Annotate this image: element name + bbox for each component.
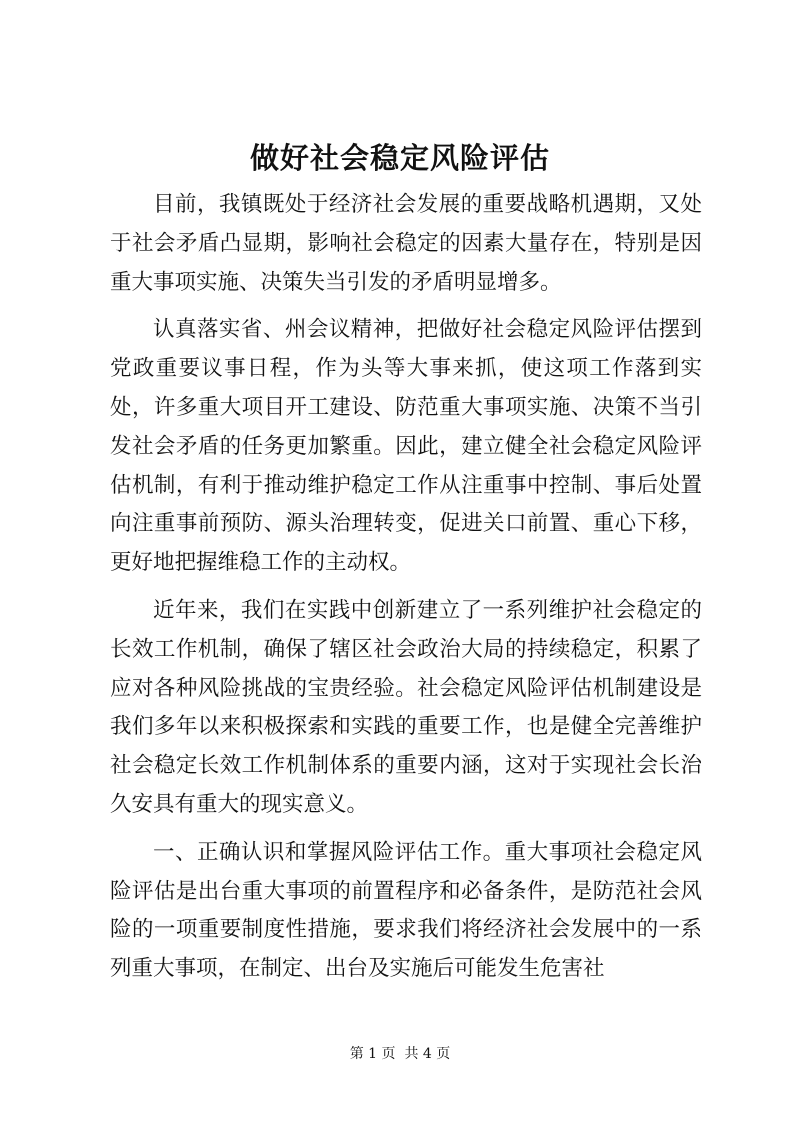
page-footer: [0, 1044, 800, 1064]
paragraph: 近年来，我们在实践中创新建立了一系列维护社会稳定的长效工作机制，确保了辖区社会政治大局的持续稳定，积累了应对各种风险挑战的宝贵经验。社会稳定风险评估机制建设是我们多年以来积极探索和实践的重要工作，也是健全完善维护社会稳定长效工作机制体系的重要内涵，这对于实现社会长治久安具有重大的现实意义。: [110, 597, 702, 817]
paragraph: 认真落实省、州会议精神，把做好社会稳定风险评估摆到党政重要议事日程，作为头等大事来抓，使这项工作落到实处，许多重大项目开工建设、防范重大事项实施、决策不当引发社会矛盾的任务更加繁重。因此，建立健全社会稳定风险评估机制，有利于推动维护稳定工作从注重事中控制、事后处置向注重事前预防、源头治理转变，促进关口前置、重心下移，更好地把握维稳工作的主动权。: [110, 317, 702, 576]
paragraph: 一、正确认识和掌握风险评估工作。重大事项社会稳定风险评估是出台重大事项的前置程序和必备条件，是防范社会风险的一项重要制度性措施，要求我们将经济社会发展中的一系列重大事项，在制定、出台及实施后可能发生危害社: [110, 839, 702, 982]
page-number-total: 共 4 页: [404, 1046, 451, 1062]
document-body: [110, 186, 702, 998]
document-title: 做好社会稳定风险评估: [249, 141, 550, 175]
paragraph: 目前，我镇既处于经济社会发展的重要战略机遇期，又处于社会矛盾凸显期，影响社会稳定的因素大量存在，特别是因重大事项实施、决策失当引发的矛盾明显增多。: [110, 192, 702, 295]
page-number-current: 第 1 页: [349, 1046, 396, 1062]
